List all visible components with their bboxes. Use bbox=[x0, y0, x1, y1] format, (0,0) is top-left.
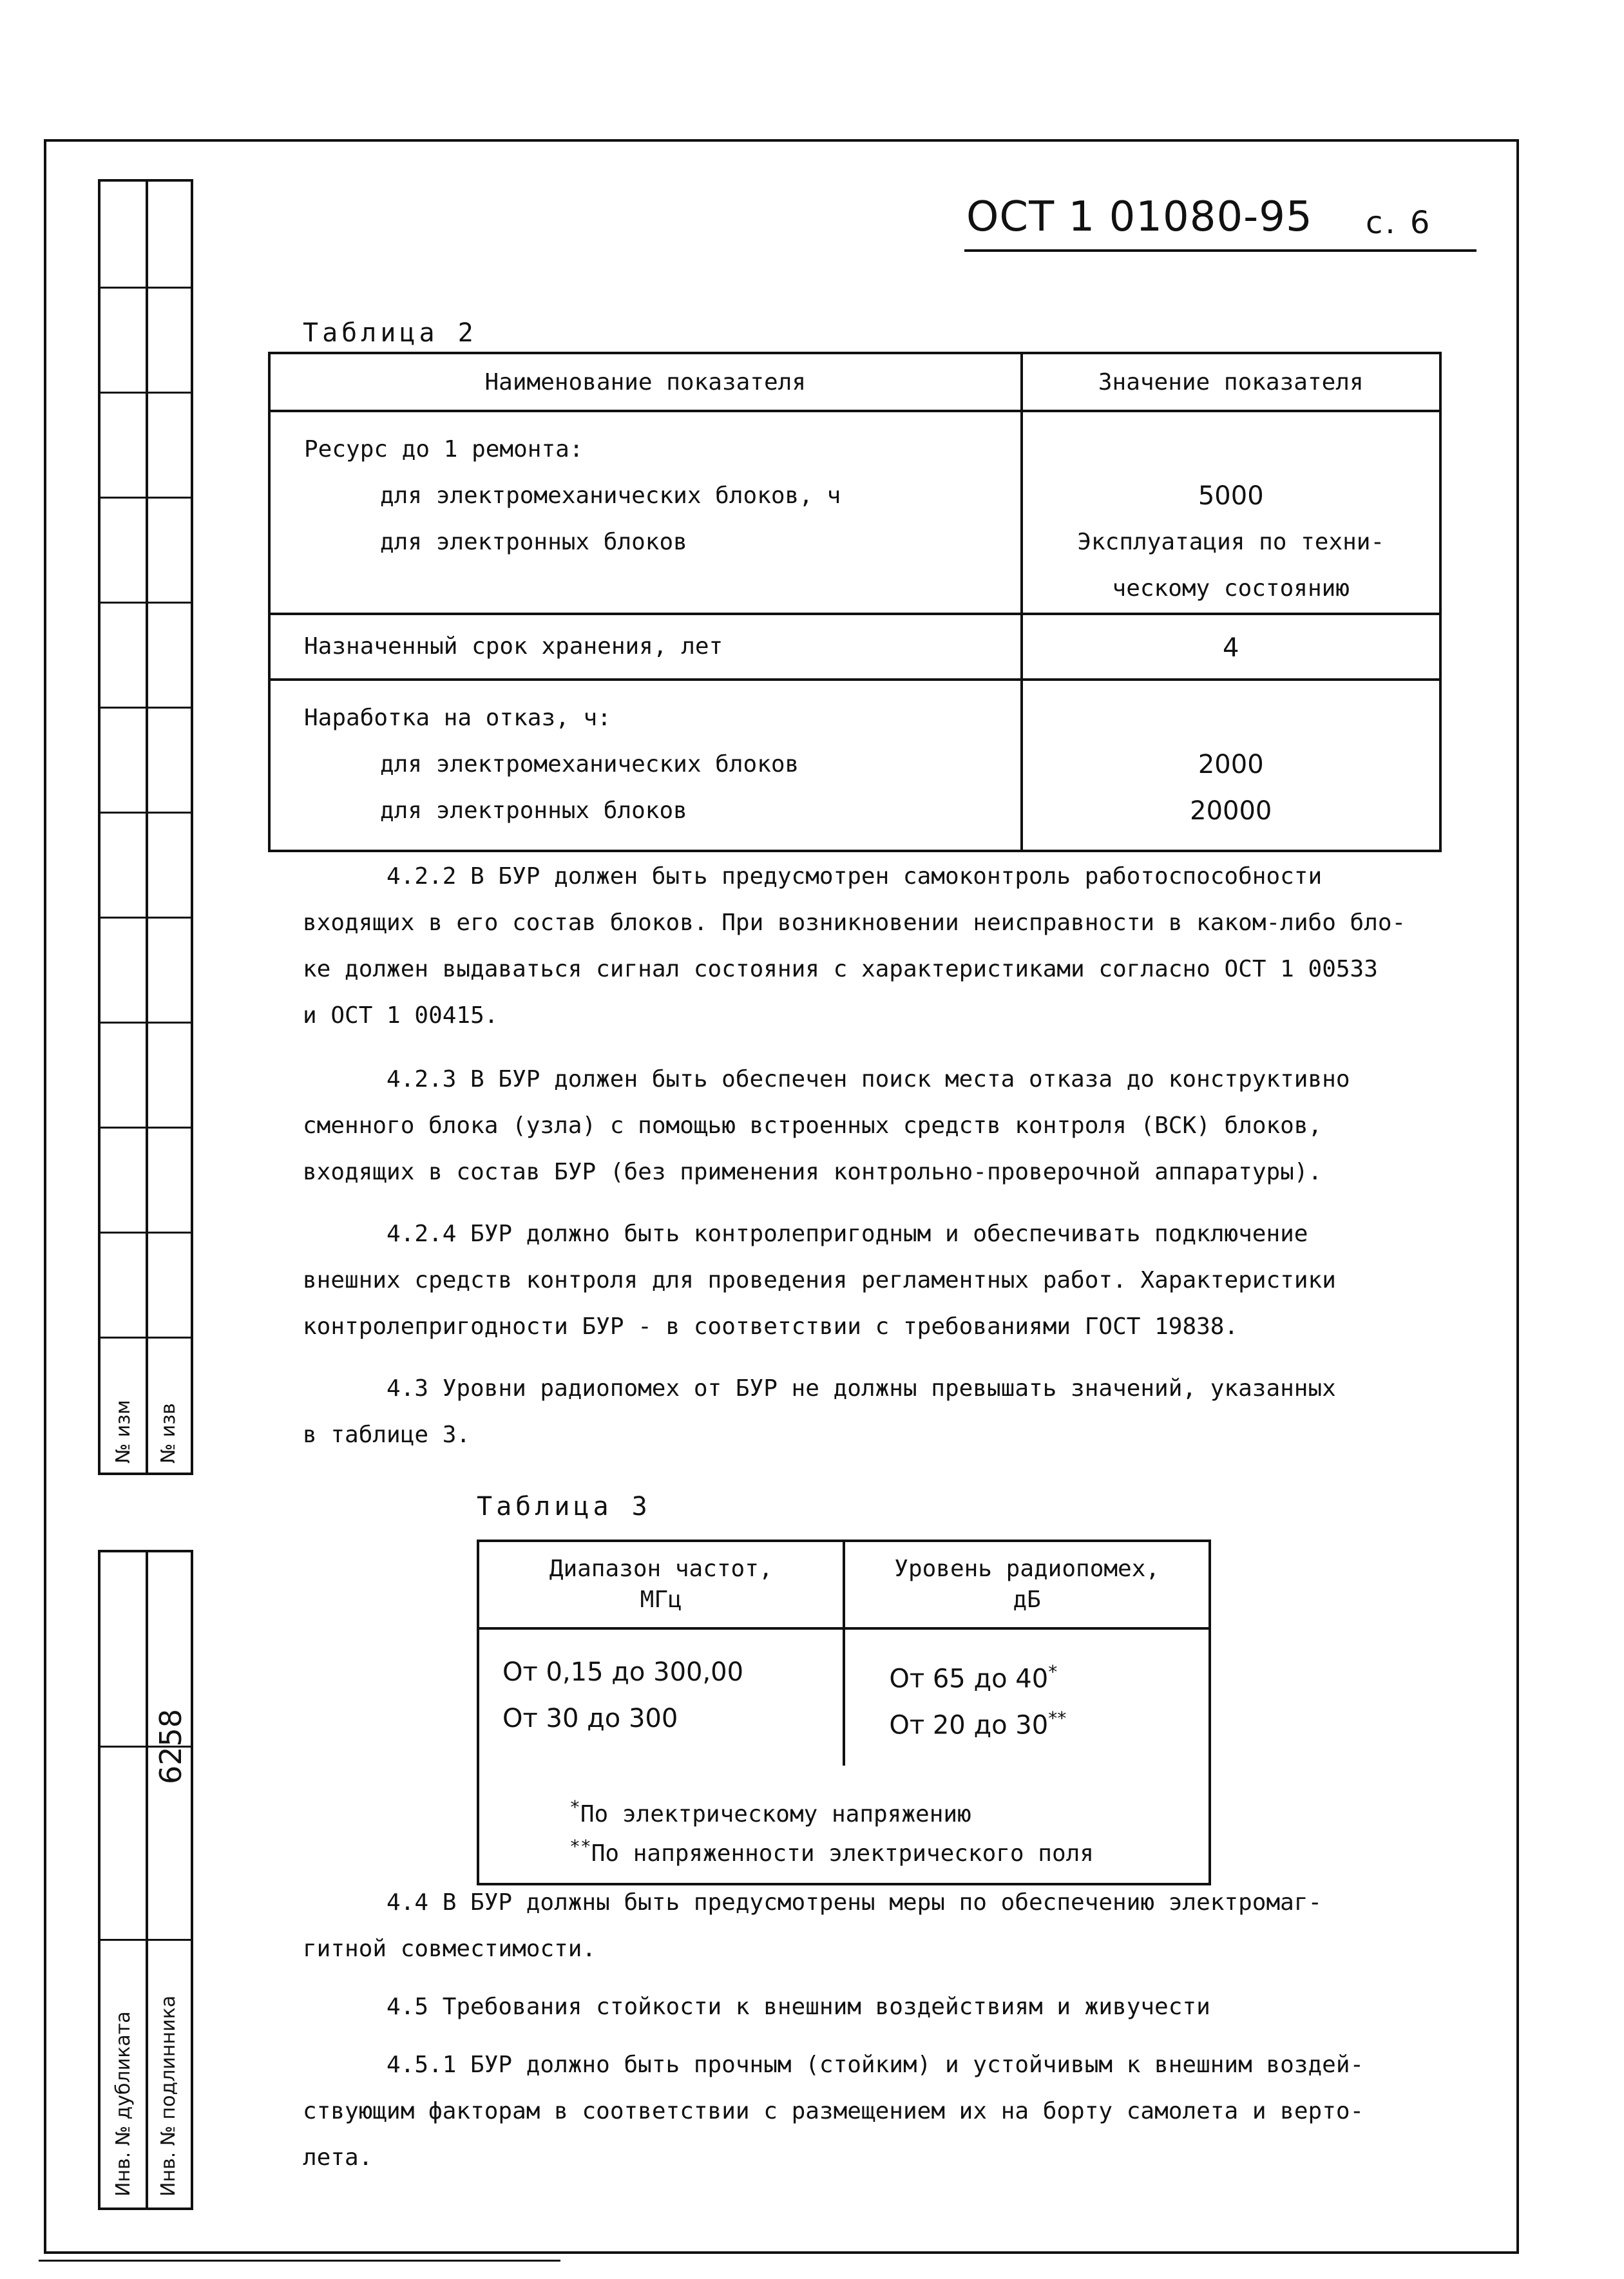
footnote-mark: ** bbox=[1048, 1708, 1067, 1729]
table-cell bbox=[269, 680, 1022, 851]
margin-label-original: Инв. № подлинника bbox=[157, 1995, 180, 2197]
cell-line: для электромеханических блоков bbox=[380, 751, 799, 777]
paragraph-4-2-3: 4.2.3 В БУР должен быть обеспечен поиск места отказа до конструктивно сменного блока (узла) с помощью встроенных средств контроля (ВСК) блоков, входящих в состав БУР (без применения контрольно-проверочной аппаратуры). bbox=[303, 1066, 1350, 1185]
paragraph-4-2-2: 4.2.2 В БУР должен быть предусмотрен самоконтроль работоспособности входящих в его состав блоков. При возникновении неисправности в каком-либо бло- ке должен выдаваться сигнал состояния с характеристиками согласно ОСТ 1 00533 и ОСТ 1 00415. bbox=[303, 863, 1406, 1029]
cell-line: для электромеханических блоков, ч bbox=[380, 482, 841, 509]
strip-row-line bbox=[100, 392, 191, 394]
table-cell bbox=[269, 411, 1022, 614]
margin-label-izm: № изм bbox=[112, 1400, 135, 1464]
table-cell bbox=[1022, 411, 1441, 614]
level-value: От 20 до 30 bbox=[889, 1710, 1049, 1740]
table-row bbox=[269, 411, 1440, 614]
table3 bbox=[477, 1540, 1211, 1885]
margin-strip-upper bbox=[98, 179, 193, 1475]
strip-row-line bbox=[100, 812, 191, 814]
table-row bbox=[269, 680, 1440, 851]
footnote: *По электрическому напряжению bbox=[569, 1797, 971, 1827]
paragraph-4-5-1: 4.5.1 БУР должно быть прочным (стойким) и устойчивым к внешним воздей- ствующим факторам в соответствии с размещением их на борту самолета и верто- лета. bbox=[303, 2052, 1364, 2171]
freq-range: От 30 до 300 bbox=[502, 1704, 678, 1733]
inventory-number: 6258 bbox=[153, 1708, 188, 1784]
cell-line: Ресурс до 1 ремонта: bbox=[304, 436, 584, 462]
strip-divider bbox=[146, 182, 148, 1473]
header-underline bbox=[964, 249, 1476, 252]
strip-row-line bbox=[100, 917, 191, 919]
strip-row-line bbox=[100, 1939, 191, 1941]
cell-value: 2000 bbox=[1198, 750, 1264, 779]
strip-row-line bbox=[100, 1022, 191, 1024]
margin-label-izv: № изв bbox=[157, 1403, 180, 1464]
strip-row-line bbox=[100, 707, 191, 709]
table-header-row bbox=[269, 353, 1440, 411]
footnote: **По напряженности электрического поля bbox=[569, 1836, 1094, 1867]
margin-label-duplicate: Инв. № дубликата bbox=[112, 2011, 135, 2197]
table-cell bbox=[269, 614, 1022, 680]
paragraph-4-2-4: 4.2.4 БУР должно быть контролепригодным и обеспечивать подключение внешних средств контроля для проведения регламентных работ. Характеристики контролепригодности БУР - в соответствии с требованиями ГОСТ 19838. bbox=[303, 1221, 1336, 1340]
table-cell bbox=[1022, 680, 1441, 851]
strip-row-line bbox=[100, 1127, 191, 1129]
table2-caption: Таблица 2 bbox=[303, 318, 477, 348]
footnote-mark: * bbox=[1048, 1661, 1058, 1683]
cell-value: 5000 bbox=[1198, 481, 1264, 511]
strip-row-line bbox=[100, 497, 191, 499]
column-header: Уровень радиопомех, дБ bbox=[844, 1541, 1210, 1628]
paragraph-4-5: 4.5 Требования стойкости к внешним воздействиям и живучести bbox=[387, 1994, 1210, 2020]
table-cell bbox=[1022, 614, 1441, 680]
cell-value: ческому состоянию bbox=[1112, 575, 1350, 602]
table-row bbox=[269, 614, 1440, 680]
table-header-row bbox=[478, 1541, 1210, 1628]
strip-row-line bbox=[100, 1232, 191, 1234]
strip-row-line bbox=[100, 1337, 191, 1339]
strip-row-line bbox=[100, 602, 191, 604]
table-cell bbox=[478, 1628, 844, 1766]
cell-line: для электронных блоков bbox=[380, 529, 687, 555]
level-value: От 65 до 40 bbox=[889, 1664, 1049, 1694]
cell-value: 4 bbox=[1223, 633, 1239, 663]
table-notes-row bbox=[478, 1766, 1210, 1884]
table-row bbox=[478, 1628, 1210, 1766]
cell-value: 20000 bbox=[1190, 796, 1272, 826]
strip-row-line bbox=[100, 287, 191, 289]
strip-divider bbox=[146, 1552, 148, 2207]
cell-line: Назначенный срок хранения, лет bbox=[304, 633, 723, 660]
table-cell bbox=[844, 1628, 1210, 1766]
margin-strip-lower bbox=[98, 1550, 193, 2210]
paragraph-4-3: 4.3 Уровни радиопомех от БУР не должны превышать значений, указанных в таблице 3. bbox=[303, 1375, 1336, 1448]
page-number: с. 6 bbox=[1366, 205, 1433, 241]
cell-line: для электронных блоков bbox=[380, 797, 687, 824]
paragraph-4-4: 4.4 В БУР должны быть предусмотрены меры по обеспечению электромаг- гитной совместимости. bbox=[303, 1889, 1323, 1962]
freq-range: От 0,15 до 300,00 bbox=[502, 1657, 744, 1687]
bottom-rule bbox=[39, 2260, 560, 2262]
cell-value: Эксплуатация по техни- bbox=[1077, 529, 1385, 555]
table3-caption: Таблица 3 bbox=[477, 1492, 651, 1521]
document-code: ОСТ 1 01080-95 bbox=[966, 193, 1313, 241]
column-header: Диапазон частот, МГц bbox=[478, 1541, 844, 1628]
cell-line: Наработка на отказ, ч: bbox=[304, 705, 611, 731]
table-notes bbox=[478, 1766, 1210, 1884]
column-header: Значение показателя bbox=[1022, 353, 1441, 411]
column-header: Наименование показателя bbox=[269, 353, 1022, 411]
table2 bbox=[268, 352, 1442, 852]
